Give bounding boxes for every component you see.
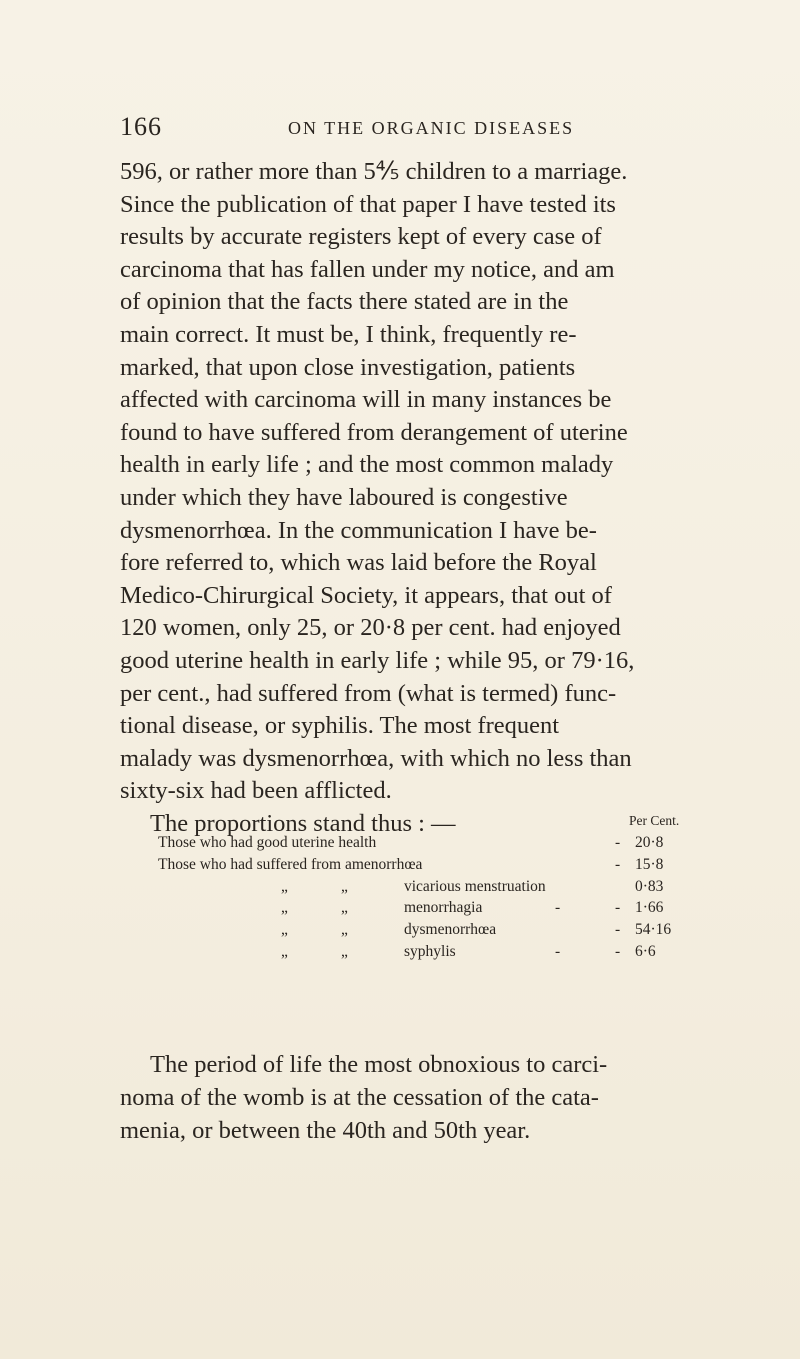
- table-row: [158, 919, 688, 941]
- ditto-mark: „: [281, 899, 288, 917]
- row-value: 0·83: [635, 877, 664, 895]
- text-line: malady was dysmenorrhœa, with which no less than: [120, 744, 632, 772]
- row-value: 15·8: [635, 855, 664, 873]
- ditto-mark: „: [341, 942, 348, 960]
- text-line: of opinion that the facts there stated are in the: [120, 288, 569, 316]
- row-dash: -: [615, 899, 621, 917]
- text-line: fore referred to, which was laid before the Royal: [120, 549, 597, 577]
- ditto-mark: „: [281, 942, 288, 960]
- text-line: per cent., had suffered from (what is termed) func-: [120, 679, 617, 707]
- running-head: ON THE ORGANIC DISEASES: [288, 118, 575, 138]
- row-inner-dash: -: [555, 899, 561, 917]
- table-row: [158, 832, 688, 854]
- table-header-row: [158, 810, 688, 832]
- row-label: vicarious menstruation: [404, 877, 546, 895]
- text-line: dysmenorrhœa. In the communication I have be-: [120, 516, 597, 544]
- ditto-mark: „: [341, 899, 348, 917]
- row-value: 1·66: [635, 899, 664, 917]
- text-line: tional disease, or syphilis. The most frequent: [120, 712, 560, 740]
- text-line: good uterine health in early life ; while 95, or 79·16,: [120, 646, 635, 674]
- text-line: noma of the womb is at the cessation of the cata-: [120, 1084, 599, 1111]
- text-line: Since the publication of that paper I have tested its: [120, 190, 616, 218]
- text-line: results by accurate registers kept of every case of: [120, 223, 602, 251]
- row-label: syphylis: [404, 942, 456, 960]
- body-paragraph: [120, 156, 680, 840]
- row-value: 6·6: [635, 942, 656, 960]
- text-line: carcinoma that has fallen under my notice, and am: [120, 255, 615, 283]
- per-cent-column-header: Per Cent.: [629, 813, 680, 828]
- closing-paragraph: [120, 1048, 680, 1147]
- ditto-mark: „: [341, 877, 348, 895]
- text-line: menia, or between the 40th and 50th year.: [120, 1117, 531, 1144]
- text-line: main correct. It must be, I think, frequently re-: [120, 320, 577, 348]
- ditto-mark: „: [281, 921, 288, 939]
- proportions-table: [158, 810, 688, 963]
- page-header: [120, 112, 680, 144]
- text-line: under which they have laboured is congestive: [120, 483, 568, 511]
- table-row: [158, 854, 688, 876]
- text-line: 120 women, only 25, or 20·8 per cent. had enjoyed: [120, 614, 621, 642]
- text-line: Medico-Chirurgical Society, it appears, that out of: [120, 581, 612, 609]
- ditto-mark: „: [341, 921, 348, 939]
- row-label: Those who had suffered from amenorrhœa: [158, 855, 423, 873]
- text-line: health in early life ; and the most common malady: [120, 451, 614, 479]
- table-row: [158, 941, 688, 963]
- text-line: 596, or rather more than 5⅘ children to a marriage.: [120, 158, 628, 185]
- row-dash: -: [615, 855, 621, 873]
- text-line: sixty-six had been afflicted.: [120, 777, 392, 805]
- row-dash: -: [615, 834, 621, 851]
- text-line: marked, that upon close investigation, patients: [120, 353, 576, 381]
- row-value: 20·8: [635, 834, 664, 851]
- page-number: 166: [120, 112, 162, 141]
- text-line: affected with carcinoma will in many instances be: [120, 386, 612, 414]
- text-line: The proportions stand thus : —: [150, 809, 456, 837]
- table-row: [158, 876, 688, 898]
- row-label: Those who had good uterine health: [158, 834, 377, 851]
- text-line: The period of life the most obnoxious to carci-: [150, 1051, 608, 1078]
- ditto-mark: „: [281, 877, 288, 895]
- row-dash: -: [615, 921, 621, 939]
- row-label: menorrhagia: [404, 899, 483, 917]
- row-dash: -: [615, 942, 621, 960]
- row-inner-dash: -: [555, 942, 561, 960]
- row-label: dysmenorrhœa: [404, 921, 497, 939]
- text-line: found to have suffered from derangement of uterine: [120, 418, 628, 446]
- table-row: [158, 897, 688, 919]
- row-value: 54·16: [635, 921, 672, 939]
